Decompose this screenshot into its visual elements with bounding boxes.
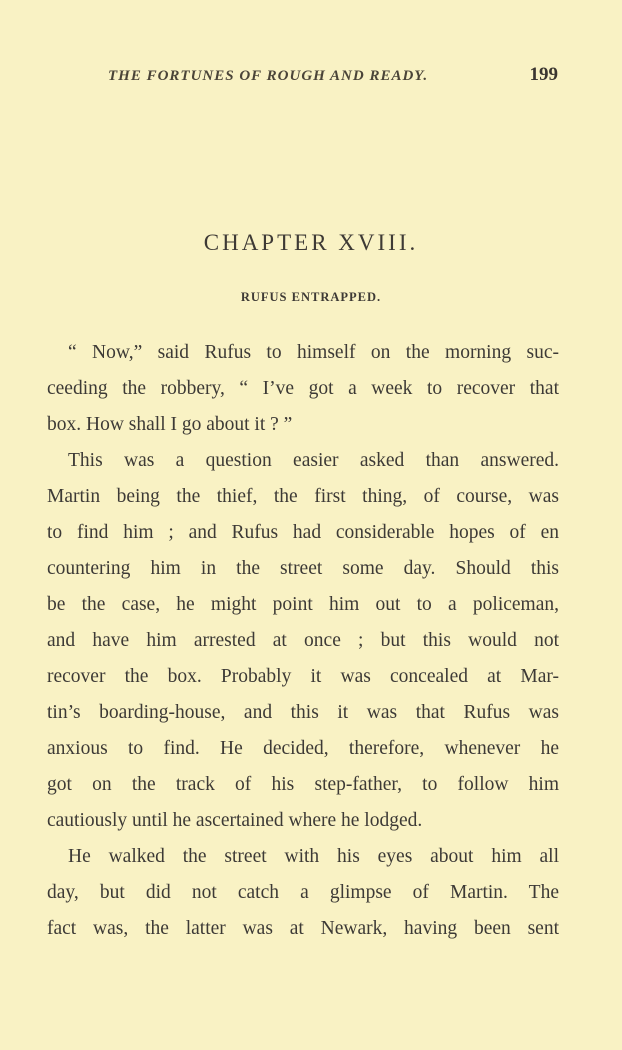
text-line: box. How shall I go about it ? ” — [47, 414, 293, 435]
text-line: recover the box. Probably it was concealed at Mar- — [47, 666, 559, 687]
text-line: anxious to find. He decided, therefore, whenever he — [47, 738, 559, 759]
text-line: This was a question easier asked than answered. — [68, 450, 559, 471]
chapter-subtitle: RUFUS ENTRAPPED. — [240, 290, 382, 304]
chapter-heading: CHAPTER XVIII. — [203, 230, 419, 255]
text-line: to find him ; and Rufus had considerable hopes of en — [47, 522, 559, 543]
text-line: cautiously until he ascertained where he lodged. — [47, 810, 423, 831]
text-line: countering him in the street some day. Should this — [47, 558, 559, 579]
text-line: ceeding the robbery, “ I’ve got a week to recover that — [47, 378, 559, 399]
text-line: “ Now,” said Rufus to himself on the morning suc- — [68, 342, 559, 363]
body-text — [47, 335, 559, 947]
running-title: THE FORTUNES OF ROUGH AND READY. — [108, 68, 429, 84]
text-line: fact was, the latter was at Newark, having been sent — [47, 918, 559, 939]
text-line: Martin being the thief, the first thing, of course, was — [47, 486, 559, 507]
text-line: got on the track of his step-father, to follow him — [47, 774, 559, 795]
text-line: day, but did not catch a glimpse of Martin. The — [47, 882, 559, 903]
text-line: be the case, he might point him out to a policeman, — [47, 594, 559, 615]
text-line: He walked the street with his eyes about him all — [68, 846, 559, 867]
text-line: and have him arrested at once ; but this would not — [47, 630, 559, 651]
page-number: 199 — [529, 64, 558, 85]
text-line: tin’s boarding-house, and this it was that Rufus was — [47, 702, 559, 723]
running-head — [108, 64, 558, 86]
